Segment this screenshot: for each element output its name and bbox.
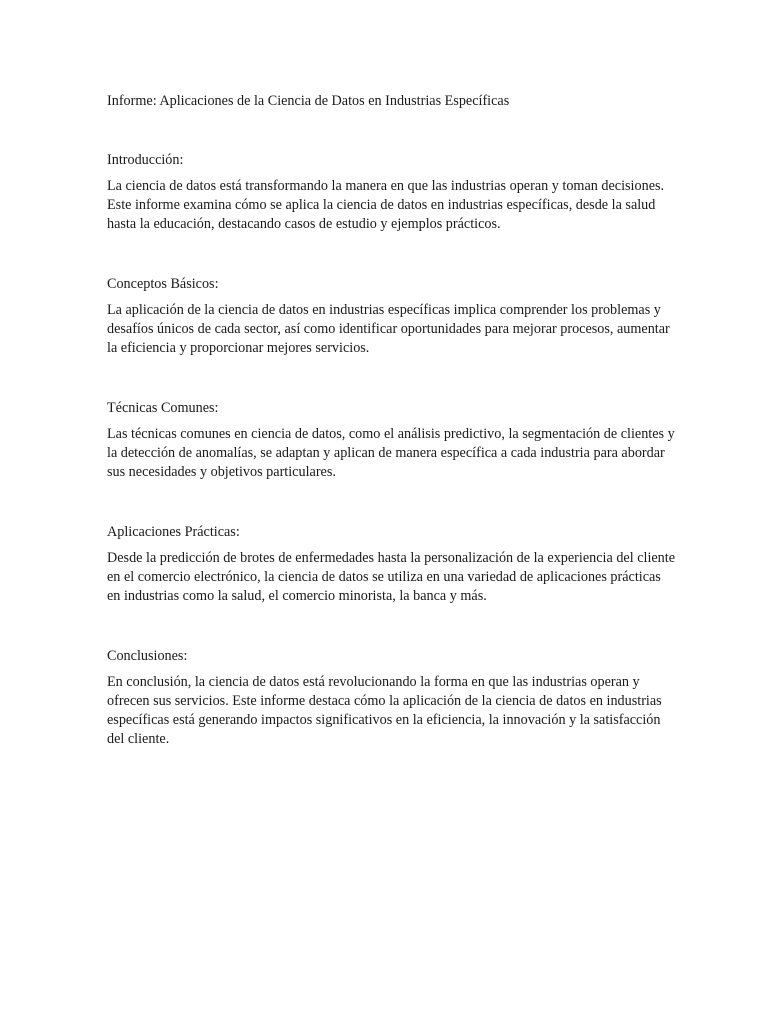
body-line: en industrias como la salud, el comercio minorista, la banca y más. [107,588,487,604]
body-line: desafíos únicos de cada sector, así como identificar oportunidades para mejorar procesos, aumentar [107,321,670,337]
body-line: ofrecen sus servicios. Este informe destaca cómo la aplicación de la ciencia de datos en industrias [107,693,662,709]
section-body [107,177,667,234]
body-line: En conclusión, la ciencia de datos está revolucionando la forma en que las industrias operan y [107,674,640,690]
body-line: sus necesidades y objetivos particulares. [107,464,336,480]
body-line: La aplicación de la ciencia de datos en industrias específicas implica comprender los problemas y [107,302,661,318]
section-heading: Aplicaciones Prácticas: [107,524,240,540]
body-line: la detección de anomalías, se adaptan y aplican de manera específica a cada industria para abordar [107,445,665,461]
section-heading: Técnicas Comunes: [107,400,219,416]
section-heading: Conceptos Básicos: [107,276,219,292]
body-line: la eficiencia y proporcionar mejores servicios. [107,340,370,356]
body-line: del cliente. [107,731,170,747]
section-body [107,549,676,606]
body-line: en el comercio electrónico, la ciencia de datos se utiliza en una variedad de aplicaciones prácticas [107,569,661,585]
section-heading: Conclusiones: [107,648,188,664]
body-line: La ciencia de datos está transformando la manera en que las industrias operan y toman decisiones. [107,178,665,194]
document-title: Informe: Aplicaciones de la Ciencia de Datos en Industrias Específicas [107,93,510,109]
section-heading: Introducción: [107,152,184,168]
document-content [107,92,676,749]
section-tecnicas-comunes [107,399,675,482]
body-line: hasta la educación, destacando casos de estudio y ejemplos prácticos. [107,216,501,232]
body-line: específicas está generando impactos significativos en la eficiencia, la innovación y la satisfacción [107,712,661,728]
section-introduccion [107,151,667,234]
section-aplicaciones-practicas [107,523,676,606]
section-body [107,425,675,482]
body-line: Este informe examina cómo se aplica la ciencia de datos en industrias específicas, desde la salud [107,197,656,213]
body-line: Las técnicas comunes en ciencia de datos, como el análisis predictivo, la segmentación de clientes y [107,426,675,442]
section-body [107,673,667,749]
section-conclusiones [107,647,667,749]
section-body [107,301,670,358]
section-conceptos-basicos [107,275,670,358]
body-line: Desde la predicción de brotes de enfermedades hasta la personalización de la experiencia del cliente [107,550,676,566]
